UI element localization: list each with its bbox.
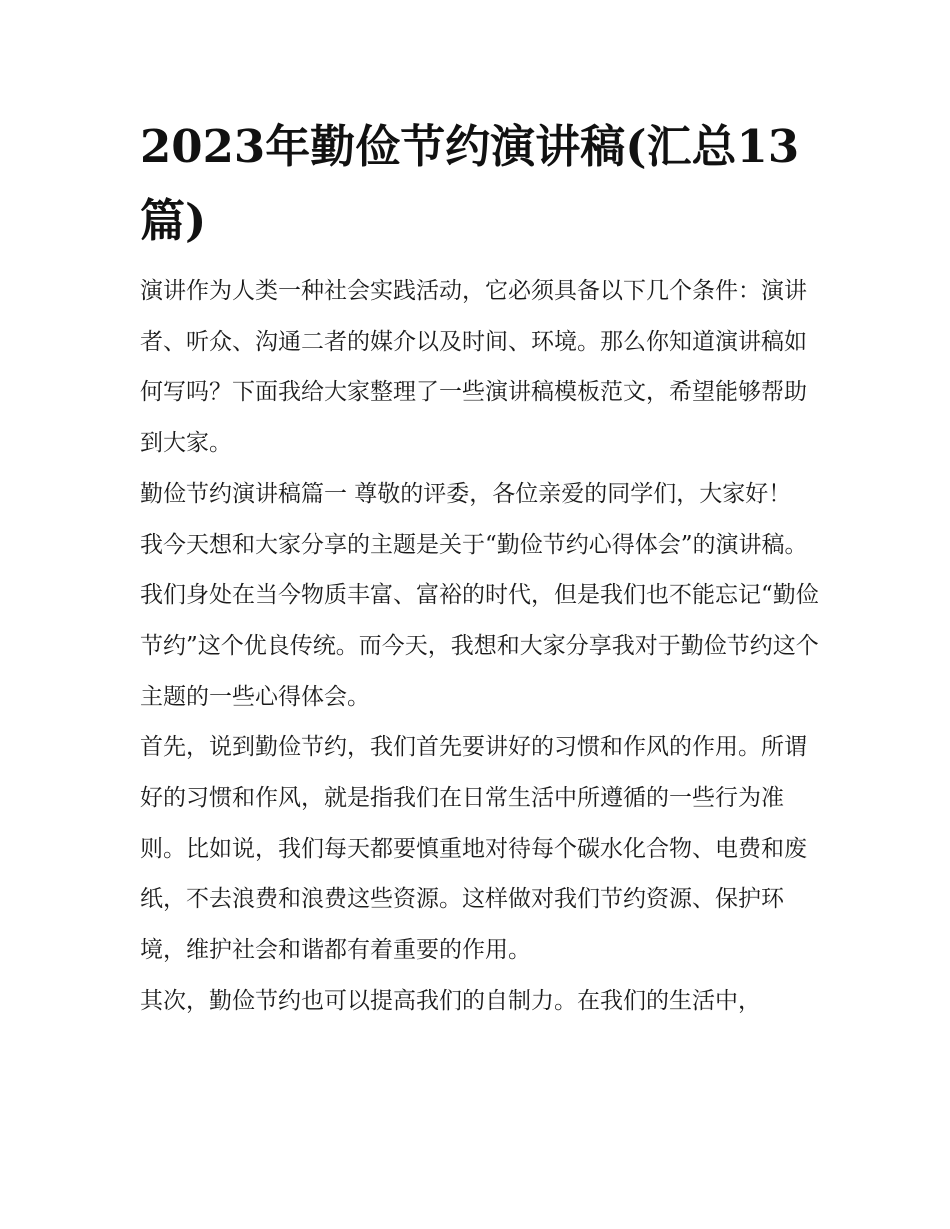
paragraph-second-point: 其次，勤俭节约也可以提高我们的自制力。在我们的生活中， xyxy=(140,987,761,1014)
paragraph-greeting: 勤俭节约演讲稿篇一 尊敬的评委，各位亲爱的同学们，大家好！ xyxy=(140,480,792,507)
paragraph-intro: 演讲作为人类一种社会实践活动，它必须具备以下几个条件：演讲者、听众、沟通二者的媒介以及时间、环境。那么你知道演讲稿如何写吗？下面我给大家整理了一些演讲稿模板范文，希望能够帮助到大家。 xyxy=(140,278,807,457)
paragraph-first-point: 首先，说到勤俭节约，我们首先要讲好的习惯和作风的作用。所谓好的习惯和作风，就是指我们在日常生活中所遵循的一些行为准则。比如说，我们每天都要慎重地对待每个碳水化合物、电费和废纸，不去浪费和浪费这些资源。这样做对我们节约资源、保护环境，维护社会和谐都有着重要的作用。 xyxy=(140,734,807,964)
paragraph-theme: 我今天想和大家分享的主题是关于“勤俭节约心得体会”的演讲稿。我们身处在当今物质丰富、富裕的时代，但是我们也不能忘记“勤俭节约”这个优良传统。而今天，我想和大家分享我对于勤俭节约这个主题的一些心得体会。 xyxy=(140,531,819,710)
document-title: 2023年勤俭节约演讲稿(汇总13篇) xyxy=(140,120,800,247)
document-content xyxy=(140,110,820,1027)
